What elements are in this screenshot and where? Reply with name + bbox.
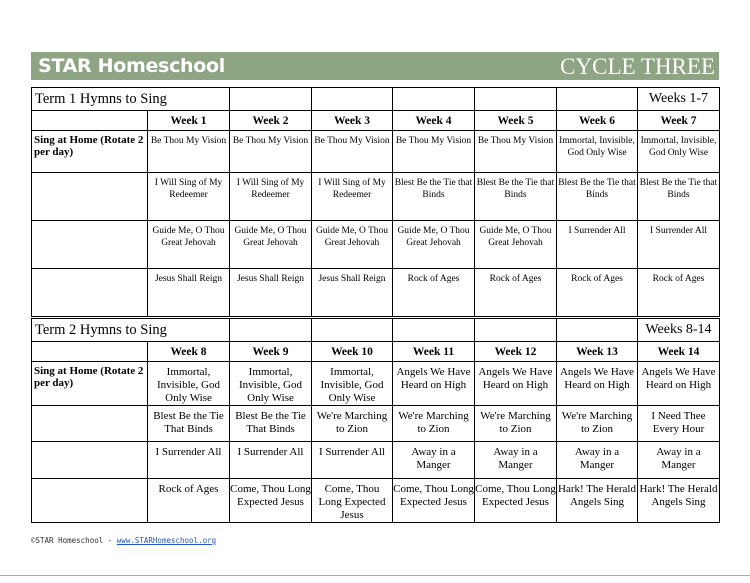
- header-banner: [31, 52, 719, 80]
- week-header: Week 11: [393, 342, 475, 362]
- hymn-cell: Blest Be the Tie that Binds: [475, 173, 557, 221]
- hymn-cell: I Will Sing of My Redeemer: [312, 173, 393, 221]
- hymn-cell: Jesus Shall Reign: [148, 269, 230, 317]
- hymn-cell: Guide Me, O Thou Great Jehovah: [393, 221, 475, 269]
- hymn-cell: Immortal, Invisible, God Only Wise: [557, 131, 638, 173]
- copyright-text: ©STAR Homeschool -: [31, 536, 117, 545]
- blank-cell: [32, 442, 148, 479]
- blank-cell: [32, 221, 148, 269]
- hymn-cell: I Surrender All: [230, 442, 312, 479]
- hymn-cell: Angels We Have Heard on High: [393, 362, 475, 406]
- term1-hymn-row: [32, 221, 720, 269]
- blank-cell: [230, 88, 312, 111]
- hymn-cell: Blest Be the Tie That Binds: [148, 406, 230, 442]
- hymn-cell: Away in a Manger: [475, 442, 557, 479]
- hymn-cell: Immortal, Invisible, God Only Wise: [230, 362, 312, 406]
- week-header: Week 14: [638, 342, 720, 362]
- week-header: Week 9: [230, 342, 312, 362]
- hymn-cell: I Surrender All: [638, 221, 720, 269]
- term1-hymn-row: [32, 173, 720, 221]
- hymn-cell: Come, Thou Long Expected Jesus: [312, 479, 393, 523]
- blank-cell: [393, 319, 475, 342]
- week-header: Week 8: [148, 342, 230, 362]
- hymn-cell: Come, Thou Long Expected Jesus: [475, 479, 557, 523]
- term2-hymn-row: [32, 479, 720, 523]
- hymn-cell: Hark! The Herald Angels Sing: [557, 479, 638, 523]
- term2-week-header-row: [32, 342, 720, 362]
- hymn-cell: Guide Me, O Thou Great Jehovah: [312, 221, 393, 269]
- hymn-cell: Rock of Ages: [638, 269, 720, 317]
- row-label: Sing at Home (Rotate 2 per day): [32, 131, 148, 173]
- term1-table: [31, 87, 720, 317]
- footer: [31, 536, 216, 545]
- hymn-cell: Come, Thou Long Expected Jesus: [230, 479, 312, 523]
- hymn-cell: Rock of Ages: [475, 269, 557, 317]
- hymn-cell: Immortal, Invisible, God Only Wise: [638, 131, 720, 173]
- hymn-cell: Immortal, Invisible, God Only Wise: [312, 362, 393, 406]
- website-link[interactable]: www.STARHomeschool.org: [116, 536, 217, 545]
- blank-cell: [32, 342, 148, 362]
- hymn-cell: Rock of Ages: [393, 269, 475, 317]
- hymn-cell: Angels We Have Heard on High: [475, 362, 557, 406]
- hymn-cell: Blest Be the Tie that Binds: [557, 173, 638, 221]
- hymn-cell: Be Thou My Vision: [475, 131, 557, 173]
- hymn-cell: We're Marching to Zion: [475, 406, 557, 442]
- week-header: Week 6: [557, 111, 638, 131]
- hymn-cell: Rock of Ages: [557, 269, 638, 317]
- hymn-cell: Blest Be the Tie that Binds: [393, 173, 475, 221]
- blank-cell: [32, 173, 148, 221]
- page-divider: [0, 575, 750, 576]
- hymn-cell: We're Marching to Zion: [393, 406, 475, 442]
- hymn-cell: Guide Me, O Thou Great Jehovah: [475, 221, 557, 269]
- hymn-cell: Jesus Shall Reign: [312, 269, 393, 317]
- blank-cell: [475, 88, 557, 111]
- hymn-cell: I Surrender All: [312, 442, 393, 479]
- hymn-cell: I Surrender All: [557, 221, 638, 269]
- term2-hymn-row: [32, 406, 720, 442]
- term1-title-row: [32, 88, 720, 111]
- term2-weeks-range: Weeks 8-14: [638, 319, 720, 342]
- week-header: Week 10: [312, 342, 393, 362]
- term1-hymn-row: [32, 269, 720, 317]
- term1-hymn-row: [32, 131, 720, 173]
- hymn-cell: Blest Be the Tie that Binds: [638, 173, 720, 221]
- hymn-cell: Angels We Have Heard on High: [557, 362, 638, 406]
- hymn-cell: Hark! The Herald Angels Sing: [638, 479, 720, 523]
- cycle-title: CYCLE THREE: [560, 54, 715, 79]
- term2-hymn-row: [32, 442, 720, 479]
- blank-cell: [393, 88, 475, 111]
- hymn-cell: Blest Be the Tie That Binds: [230, 406, 312, 442]
- week-header: Week 13: [557, 342, 638, 362]
- blank-cell: [312, 88, 393, 111]
- hymn-cell: Be Thou My Vision: [148, 131, 230, 173]
- hymn-cell: Away in a Manger: [557, 442, 638, 479]
- week-header: Week 1: [148, 111, 230, 131]
- term2-title: Term 2 Hymns to Sing: [32, 319, 230, 342]
- hymn-cell: Away in a Manger: [638, 442, 720, 479]
- hymn-cell: Rock of Ages: [148, 479, 230, 523]
- hymn-cell: I Will Sing of My Redeemer: [148, 173, 230, 221]
- term2-table: [31, 318, 720, 523]
- blank-cell: [557, 319, 638, 342]
- blank-cell: [32, 111, 148, 131]
- term2-hymn-row: [32, 362, 720, 406]
- blank-cell: [557, 88, 638, 111]
- blank-cell: [32, 479, 148, 523]
- term2-title-row: [32, 319, 720, 342]
- week-header: Week 4: [393, 111, 475, 131]
- hymn-cell: Jesus Shall Reign: [230, 269, 312, 317]
- hymn-cell: I Surrender All: [148, 442, 230, 479]
- week-header: Week 5: [475, 111, 557, 131]
- blank-cell: [32, 269, 148, 317]
- week-header: Week 12: [475, 342, 557, 362]
- blank-cell: [475, 319, 557, 342]
- blank-cell: [230, 319, 312, 342]
- hymn-cell: I Will Sing of My Redeemer: [230, 173, 312, 221]
- term1-weeks-range: Weeks 1-7: [638, 88, 720, 111]
- week-header: Week 7: [638, 111, 720, 131]
- term1-week-header-row: [32, 111, 720, 131]
- row-label: Sing at Home (Rotate 2 per day): [32, 362, 148, 406]
- blank-cell: [312, 319, 393, 342]
- hymn-cell: Be Thou My Vision: [393, 131, 475, 173]
- hymn-cell: Away in a Manger: [393, 442, 475, 479]
- hymn-cell: Guide Me, O Thou Great Jehovah: [148, 221, 230, 269]
- week-header: Week 3: [312, 111, 393, 131]
- hymn-cell: I Need Thee Every Hour: [638, 406, 720, 442]
- blank-cell: [32, 406, 148, 442]
- week-header: Week 2: [230, 111, 312, 131]
- hymn-cell: Be Thou My Vision: [312, 131, 393, 173]
- hymn-cell: Be Thou My Vision: [230, 131, 312, 173]
- term1-title: Term 1 Hymns to Sing: [32, 88, 230, 111]
- hymn-cell: We're Marching to Zion: [312, 406, 393, 442]
- hymn-cell: Come, Thou Long Expected Jesus: [393, 479, 475, 523]
- hymn-cell: Guide Me, O Thou Great Jehovah: [230, 221, 312, 269]
- brand-title: STAR Homeschool: [38, 55, 225, 77]
- hymn-cell: Immortal, Invisible, God Only Wise: [148, 362, 230, 406]
- hymn-cell: Angels We Have Heard on High: [638, 362, 720, 406]
- hymn-cell: We're Marching to Zion: [557, 406, 638, 442]
